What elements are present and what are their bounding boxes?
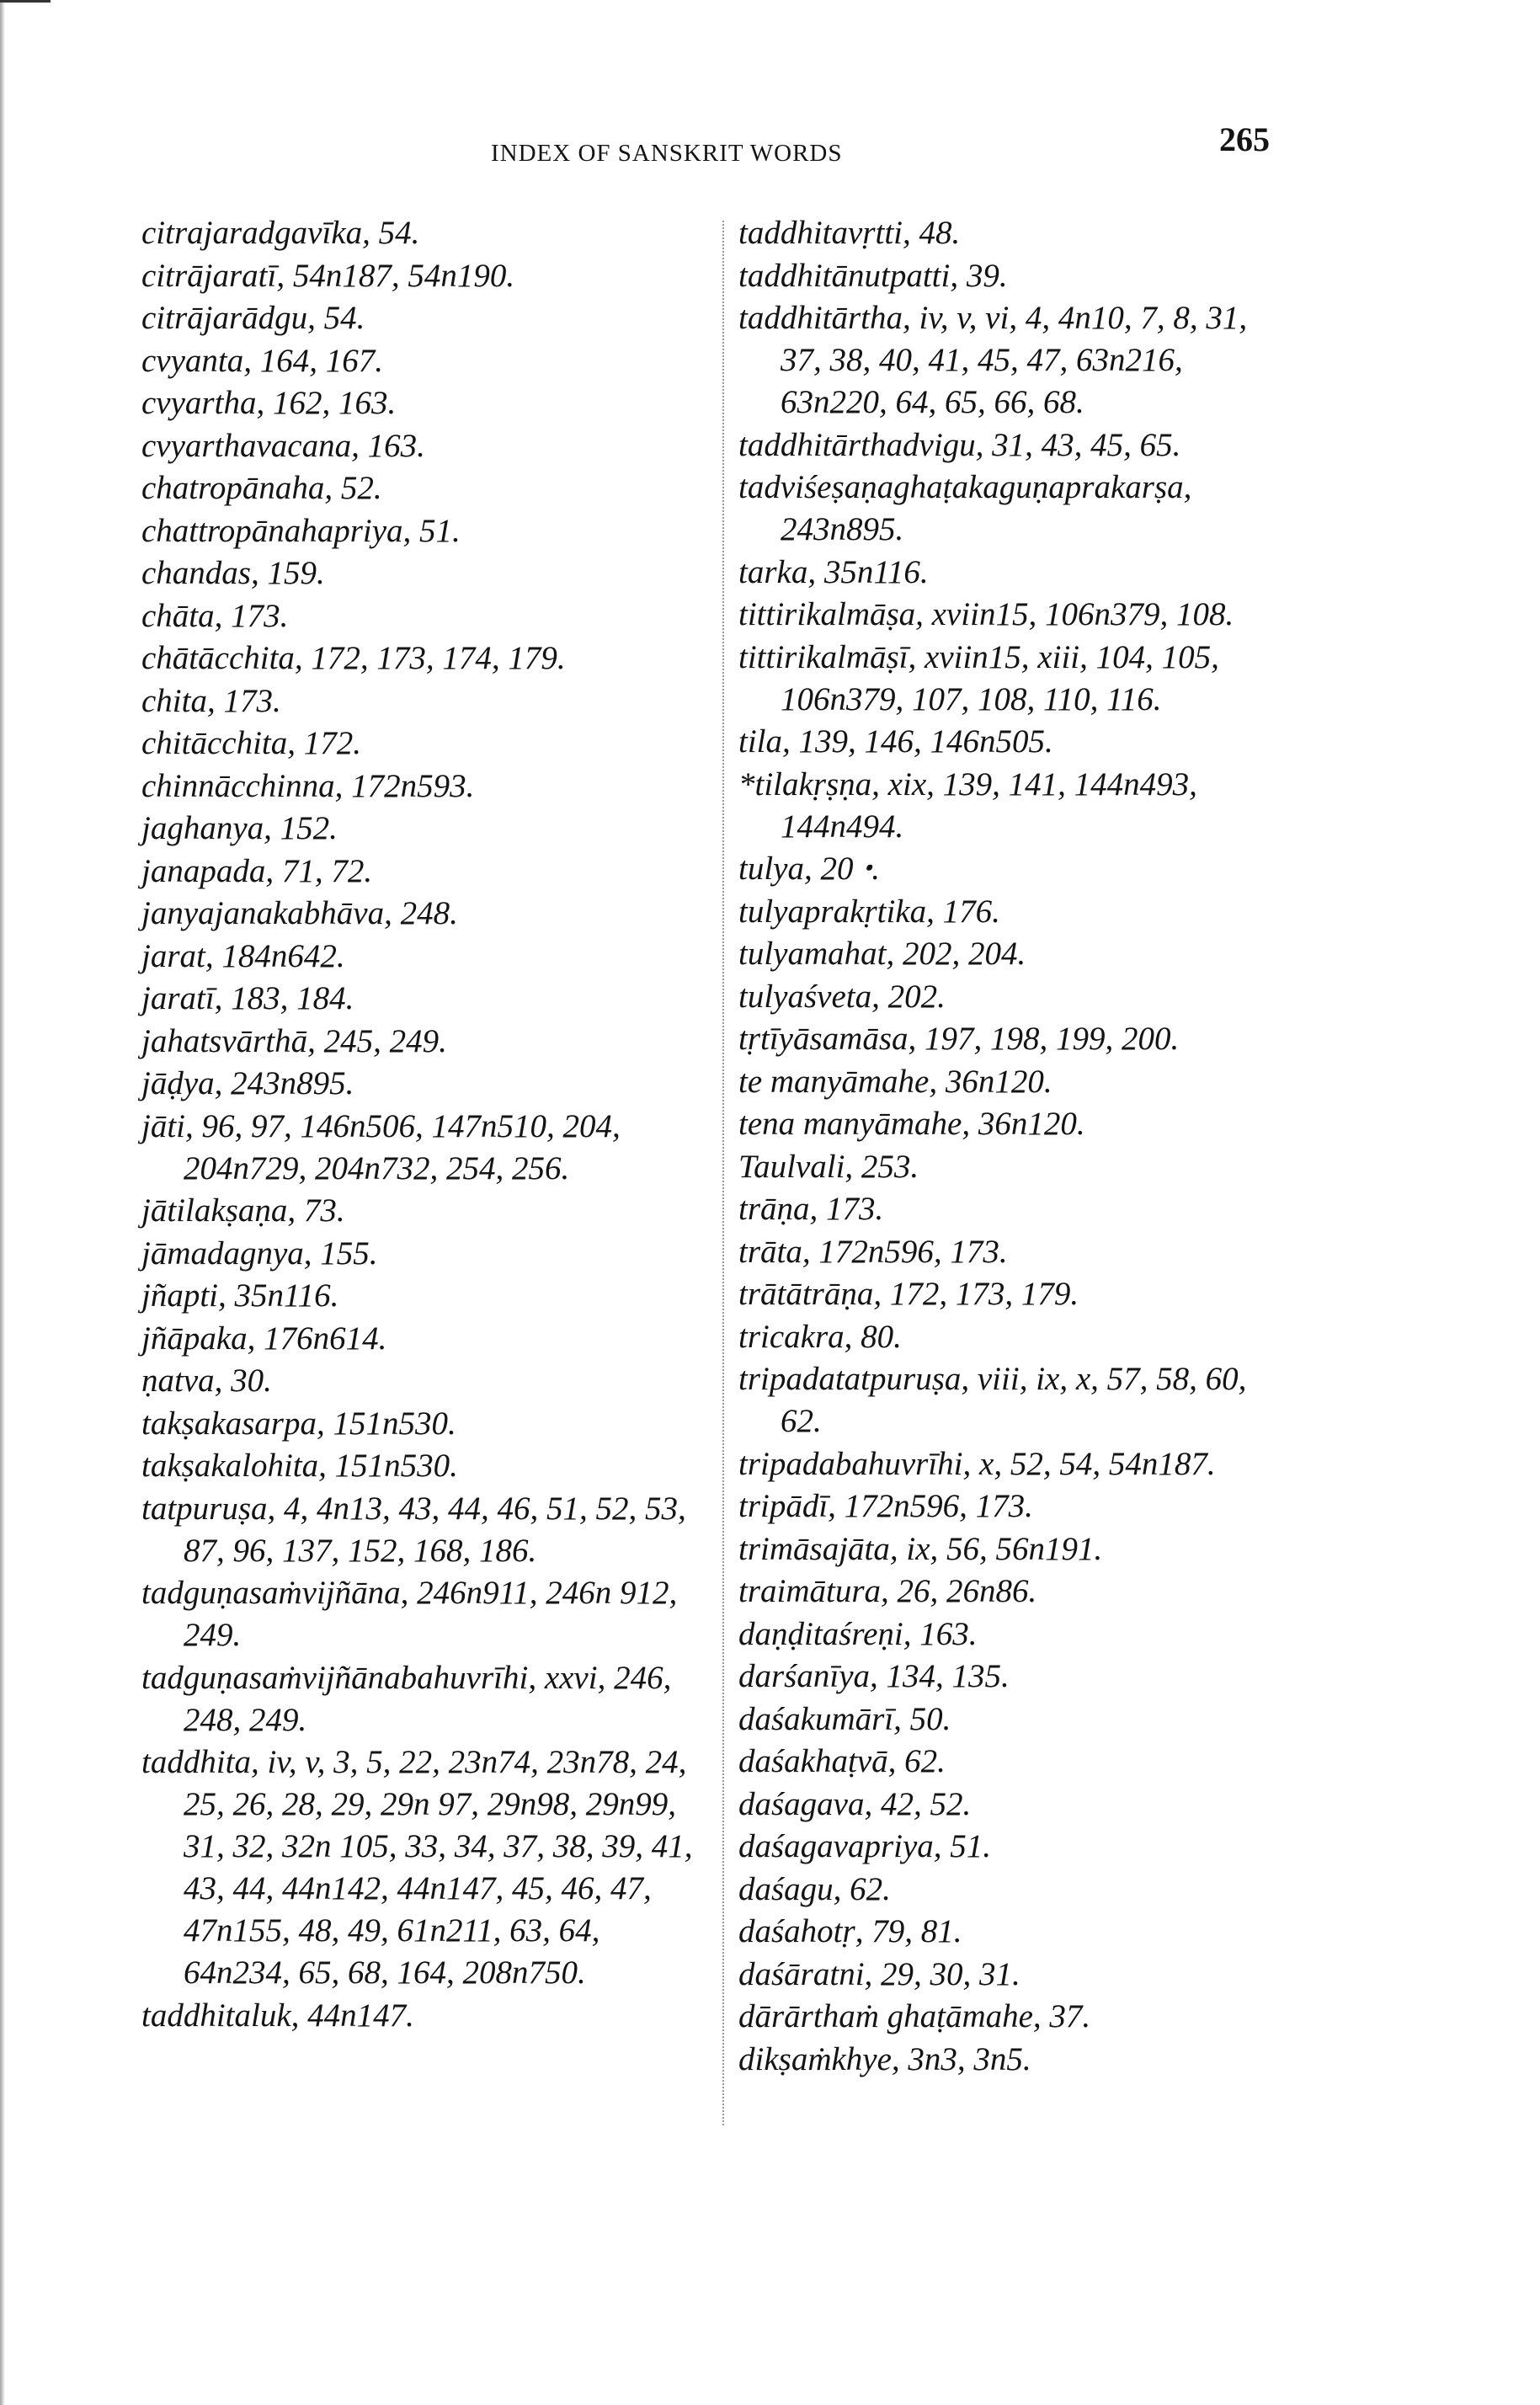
index-entry: jahatsvārthā, 245, 249. (141, 1022, 447, 1059)
index-entry: taddhitārtha, iv, v, vi, 4, 4n10, 7, 8, 31, 37, 38, 40, 41, 45, 47, 63n216, 63n220, 64, 65, 66, 68. (738, 300, 1248, 420)
index-entry: trimāsajāta, ix, 56, 56n191. (738, 1530, 1103, 1567)
index-entry: Taulvali, 253. (738, 1148, 919, 1185)
index-column-left (141, 212, 707, 2037)
index-entry: jāḍya, 243n895. (141, 1065, 354, 1101)
index-entry: citrājaratī, 54n187, 54n190. (141, 257, 515, 294)
index-entry: tila, 139, 146, 146n505. (738, 723, 1053, 760)
index-entry: daśagavapriya, 51. (738, 1828, 992, 1864)
index-entry: chattropānahapriya, 51. (141, 512, 461, 549)
index-column-right (738, 212, 1294, 2081)
index-entry: darśanīya, 134, 135. (738, 1658, 1010, 1694)
index-entry: te manyāmahe, 36n120. (738, 1063, 1052, 1100)
index-entry: takṣakasarpa, 151n530. (141, 1405, 456, 1442)
index-entry: daśagava, 42, 52. (738, 1785, 972, 1822)
index-entry: dārārthaṁ ghaṭāmahe, 37. (738, 1998, 1091, 2034)
column-divider (722, 221, 724, 2125)
index-entry: daśakumārī, 50. (738, 1700, 951, 1737)
index-entry: tarka, 35n116. (738, 553, 929, 590)
index-entry: trāṇa, 173. (738, 1191, 884, 1227)
index-entry: trātātrāṇa, 172, 173, 179. (738, 1276, 1079, 1312)
index-entry: ṇatva, 30. (141, 1362, 272, 1399)
index-entry: tatpuruṣa, 4, 4n13, 43, 44, 46, 51, 52, 53, 87, 96, 137, 152, 168, 186. (141, 1490, 686, 1569)
index-entry: tripādī, 172n596, 173. (738, 1488, 1033, 1524)
index-entry: jaratī, 183, 184. (141, 980, 354, 1016)
page-number: 265 (1219, 120, 1270, 158)
index-entry: tittirikalmāṣī, xviin15, xiii, 104, 105, 106n379, 107, 108, 110, 116. (738, 638, 1219, 717)
index-entry: tadguṇasaṁvijñāna, 246n911, 246n 912, 249. (141, 1575, 678, 1653)
index-entry: trāta, 172n596, 173. (738, 1233, 1008, 1270)
index-entry: tittirikalmāṣa, xviin15, 106n379, 108. (738, 596, 1234, 632)
index-entry: taddhitaluk, 44n147. (141, 1997, 414, 2034)
index-entry: chātācchita, 172, 173, 174, 179. (141, 640, 566, 676)
index-entry: chāta, 173. (141, 597, 289, 634)
index-entry: citrajaradgavīka, 54. (141, 215, 420, 251)
index-entry: traimātura, 26, 26n86. (738, 1573, 1037, 1609)
index-entry: tṛtīyāsamāsa, 197, 198, 199, 200. (738, 1021, 1180, 1057)
index-entry: tena manyāmahe, 36n120. (738, 1106, 1085, 1142)
index-entry: cvyartha, 162, 163. (141, 385, 397, 421)
index-entry: cvyanta, 164, 167. (141, 342, 384, 379)
index-entry: chinnācchinna, 172n593. (141, 767, 475, 804)
index-entry: tulyamahat, 202, 204. (738, 936, 1026, 972)
index-entry: cvyarthavacana, 163. (141, 427, 425, 464)
index-entry: taddhitavṛtti, 48. (738, 215, 961, 251)
index-entry: tripadabahuvrīhi, x, 52, 54, 54n187. (738, 1445, 1216, 1482)
index-entry: takṣakalohita, 151n530. (141, 1448, 458, 1484)
index-entry: tadviśeṣaṇaghaṭakaguṇaprakarṣa, 243n895. (738, 469, 1192, 547)
index-entry: chandas, 159. (141, 555, 325, 591)
index-entry: tricakra, 80. (738, 1318, 902, 1355)
index-entry: daśagu, 62. (738, 1870, 891, 1907)
running-title: INDEX OF SANSKRIT WORDS (491, 140, 843, 167)
index-entry: *tilakṛṣṇa, xix, 139, 141, 144n493, 144n494. (738, 765, 1197, 845)
index-entry: chita, 173. (141, 682, 281, 719)
index-entry: daśahotṛ, 79, 81. (738, 1913, 962, 1949)
index-entry: jātilakṣaṇa, 73. (141, 1192, 345, 1229)
index-entry: taddhitānutpatti, 39. (738, 257, 1008, 294)
index-entry: jñapti, 35n116. (141, 1277, 339, 1314)
index-entry: tulyaśveta, 202. (738, 978, 946, 1015)
index-entry: jāmadagnya, 155. (141, 1234, 378, 1272)
index-entry: jarat, 184n642. (141, 937, 345, 974)
index-entry: tulyaprakṛtika, 176. (738, 893, 1000, 930)
page-corner-mark (0, 0, 51, 3)
index-entry: tadguṇasaṁvijñānabahuvrīhi, xxvi, 246, 248, 249. (141, 1659, 672, 1738)
index-entry: daśakhaṭvā, 62. (738, 1743, 946, 1779)
index-entry: jñāpaka, 176n614. (141, 1320, 387, 1357)
index-entry: jaghanya, 152. (141, 810, 338, 846)
index-entry: taddhita, iv, v, 3, 5, 22, 23n74, 23n78, 24, 25, 26, 28, 29, 29n 97, 29n98, 29n99, 31, 32, 32n 105, 33, 34, 37, 38, 39, 41, 43, 44, 44n142, 44n147, 45, 46, 47, 47n155, 48, 49, 61n211, 63, 64, 64n234, 65, 68, 164, 208n750. (141, 1744, 693, 1991)
index-entry: janyajanakabhāva, 248. (141, 895, 458, 931)
index-entry: citrājarādgu, 54. (141, 300, 365, 336)
index-entry: daśāratni, 29, 30, 31. (738, 1955, 1020, 1992)
index-entry: taddhitārthadvigu, 31, 43, 45, 65. (738, 426, 1181, 463)
index-entry: tripadatatpuruṣa, viii, ix, x, 57, 58, 60, 62. (738, 1361, 1247, 1439)
index-entry: janapada, 71, 72. (141, 852, 373, 889)
index-entry: chitācchita, 172. (141, 725, 362, 761)
index-entry: jāti, 96, 97, 146n506, 147n510, 204, 204n729, 204n732, 254, 256. (141, 1107, 621, 1187)
index-entry: tulya, 20 ꞏ. (738, 851, 881, 887)
index-entry: chatropānaha, 52. (141, 470, 382, 506)
page-binding-edge (0, 0, 5, 2405)
index-entry: daṇḍitaśreṇi, 163. (738, 1615, 978, 1652)
index-entry: dikṣaṁkhye, 3n3, 3n5. (738, 2040, 1031, 2077)
